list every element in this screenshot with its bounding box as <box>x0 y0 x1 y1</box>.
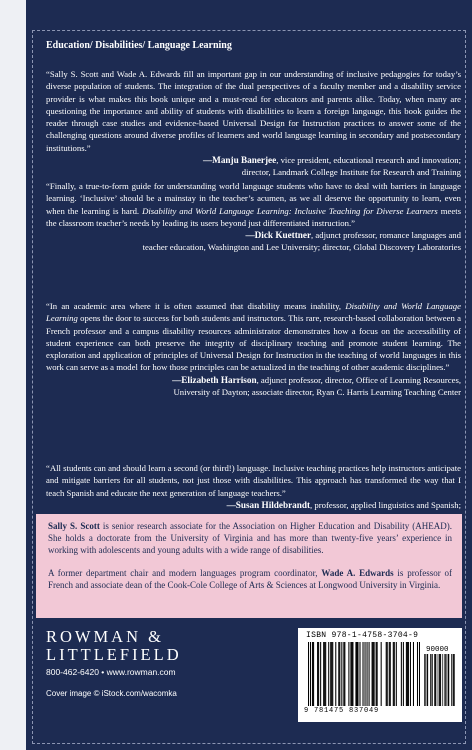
barcode-addon-bar <box>430 654 431 706</box>
quote-role: , adjunct professor, romance languages and <box>311 230 461 241</box>
barcode-bar <box>313 642 314 706</box>
barcode-bar <box>328 642 329 706</box>
barcode-bar <box>376 642 377 706</box>
publisher-logo-line2: LITTLEFIELD <box>46 645 182 664</box>
quote-text <box>46 300 461 374</box>
barcode-digits: 9 781475 837049 <box>304 707 380 715</box>
cover-credit: Cover image © iStock.com/wacomka <box>46 689 177 698</box>
barcode-bar <box>408 642 409 706</box>
barcode-addon-bar <box>444 654 445 706</box>
barcode-bar <box>308 642 309 706</box>
author-bio-box <box>36 514 462 618</box>
quote-text-part: “Finally, a true-to-form guide for understanding world language students who have to deal with barriers in language learning. ‘Inclusive’ should be a mainstay in the teacher’s acumen, as we all deserve the opportunity to learn, even when the learning is hard. <box>46 181 461 216</box>
barcode-bar <box>320 642 321 706</box>
barcode-bar <box>389 642 390 706</box>
barcode-addon-bar <box>432 654 433 706</box>
barcode-addon-bar <box>453 654 454 706</box>
quote-text-part: meets the classroom teacher’s needs by leading its users beyond just differentiated instruction.” <box>46 205 461 228</box>
barcode-addon-bar <box>440 654 441 706</box>
barcode-bar <box>374 642 375 706</box>
barcode-bar <box>339 642 340 706</box>
quote-author: —Dick Kuettner <box>245 230 312 241</box>
barcode-bar <box>318 642 319 706</box>
barcode-addon-bar <box>451 654 452 706</box>
barcode-bar <box>338 642 339 706</box>
barcode-bar <box>406 642 407 706</box>
barcode-bar <box>417 642 418 706</box>
dashed-border-bottom <box>32 743 466 744</box>
dashed-border-left <box>32 30 33 744</box>
barcode-bar <box>357 642 358 706</box>
barcode-bar <box>343 642 344 706</box>
author-name: Sally S. Scott <box>48 521 100 531</box>
isbn-text: ISBN 978-1-4758-3704-9 <box>306 631 419 640</box>
barcode-bar <box>310 642 311 706</box>
endorsement-3 <box>46 300 461 398</box>
dashed-border-top <box>32 30 466 31</box>
quote-text: “All students can and should learn a second (or third!) language. Inclusive teaching practices help instructors anticipate and mitigate barriers for all students, not just those with disabilities. This approach has transformed the way that I teach Spanish and educate the next generation of language teachers.” <box>46 463 461 498</box>
barcode-addon-bar <box>445 654 446 706</box>
barcode-bar <box>348 642 349 706</box>
quote-role: teacher education, Washington and Lee University; director, Global Discovery Laboratories <box>142 242 461 253</box>
quote-role: , vice president, educational research and innovation; <box>276 155 461 166</box>
barcode-addon-bar <box>434 654 435 706</box>
bio-text: A former department chair and modern languages program coordinator, <box>48 568 322 578</box>
quote-role: , professor, applied linguistics and Spanish; <box>310 499 461 510</box>
price-code: 90000 <box>426 646 449 654</box>
barcode-bar <box>332 642 333 706</box>
barcode-bar <box>381 642 382 706</box>
category-label: Education/ Disabilities/ Language Learning <box>46 40 232 51</box>
dashed-border-right <box>465 30 466 744</box>
barcode-addon-bar <box>425 654 426 706</box>
barcode-bar <box>413 642 414 706</box>
barcode-bar <box>401 642 402 706</box>
publisher-contact: 800-462-6420 • www.rowman.com <box>46 667 176 677</box>
barcode-bar <box>403 642 404 706</box>
barcode-bar <box>387 642 388 706</box>
barcode-bar <box>394 642 395 706</box>
barcode-addon-bar <box>427 654 428 706</box>
publisher-logo-line1: ROWMAN & <box>46 627 164 646</box>
barcode-bar <box>373 642 374 706</box>
quote-author: —Susan Hildebrandt <box>226 499 311 510</box>
quote-author: —Elizabeth Harrison <box>172 374 257 385</box>
barcode-addon-bar <box>424 654 425 706</box>
barcode-addon-bar <box>449 654 450 706</box>
barcode-addon-bar <box>446 654 447 706</box>
barcode-bar <box>341 642 342 706</box>
barcode-bar <box>393 642 394 706</box>
barcode-bar <box>350 642 351 706</box>
barcode-bar <box>351 642 352 706</box>
barcode-bar <box>372 642 373 706</box>
barcode-bar <box>396 642 397 706</box>
back-cover <box>26 0 472 750</box>
barcode-addon-bar <box>431 654 432 706</box>
barcode-addon-bar <box>435 654 436 706</box>
barcode-bar <box>335 642 336 706</box>
barcode-addon-bar <box>436 654 437 706</box>
bio-text: is senior research associate for the Association on Higher Education and Disability (AHEAD). She holds a doctorate from the University of Virginia and has more than twenty-five years’ experience in working with adolescents and young adults with a wide range of disabilities. <box>48 521 452 555</box>
quote-text-part: opens the door to success for both students and instructors. This rare, research-based collaboration between a French professor and a campus disability resources administrator demonstrates how a focus on the accessibility of student experience can both preserve the integrity of disciplinary teaching and promote student learning. The exploration and application of principles of Universal Design for Instruction in the teaching of world languages in this work can serve as a model for how those principles can be actualized in the teaching of other academic disciplines.” <box>46 313 461 373</box>
book-title-italic: Disability and World Language Learning: Inclusive Teaching for Diverse Learners <box>142 205 438 216</box>
barcode-bar <box>323 642 324 706</box>
barcode-addon-bar <box>440 654 441 706</box>
barcode-bar <box>317 642 318 706</box>
barcode-bar <box>330 642 331 706</box>
quote-author: —Manju Banerjee <box>202 155 277 166</box>
barcode-addon-bar <box>442 654 443 706</box>
barcode-bar <box>386 642 387 706</box>
quote-text: “Sally S. Scott and Wade A. Edwards fill an important gap in our understanding of inclusive pedagogies for today’s diverse population of students. The integration of the dual perspectives of a faculty member and a disability service provider is what makes this book unique and a must-read for educators and parents alike. Today, when many are questioning the importance and ability of students with disabilities to learn a foreign language, this book guides the reader through case studies and evidence-based Universal Design for Instruction practices to answer some of the challenging questions around diverse profiles of learners and world language learning in secondary and postsecondary institutions.” <box>46 69 461 153</box>
bio-edwards <box>48 567 452 591</box>
barcode-addon-bar <box>439 654 440 706</box>
barcode-addon <box>424 654 456 706</box>
barcode-bar <box>355 642 356 706</box>
barcode-addon-bar <box>454 654 455 706</box>
quote-attribution <box>46 154 461 179</box>
barcode-bar <box>367 642 368 706</box>
barcode-bar <box>369 642 370 706</box>
barcode-bar <box>407 642 408 706</box>
endorsement-2 <box>46 180 461 254</box>
barcode-bar <box>325 642 326 706</box>
barcode-addon-bar <box>427 654 428 706</box>
author-name: Wade A. Edwards <box>321 568 394 578</box>
endorsement-1 <box>46 68 461 179</box>
barcode-bar <box>410 642 411 706</box>
book-title-italic: Disability and World Language Learning <box>46 301 461 324</box>
barcode-bar <box>352 642 353 706</box>
barcode-addon-bar <box>448 654 449 706</box>
quote-text <box>46 180 461 229</box>
barcode-bar <box>324 642 325 706</box>
quote-role: director, Landmark College Institute for Research and Training <box>241 167 461 178</box>
barcode-box <box>298 628 462 722</box>
bio-text: is professor of French and associate dean of the Cook-Cole College of Arts & Sciences at Longwood University in Virginia. <box>48 568 452 590</box>
barcode-main <box>308 642 420 706</box>
barcode-bar <box>419 642 420 706</box>
bio-scott <box>48 520 452 556</box>
barcode-addon-bar <box>453 654 454 706</box>
barcode-bar <box>331 642 332 706</box>
quote-role: , adjunct professor, director, Office of Learning Resources, <box>256 374 461 385</box>
barcode-addon-bar <box>438 654 439 706</box>
quote-attribution <box>46 229 461 254</box>
barcode-bar <box>359 642 360 706</box>
publisher-logo <box>46 628 182 664</box>
barcode-bar <box>365 642 366 706</box>
quote-attribution <box>46 374 461 399</box>
barcode-bar <box>377 642 378 706</box>
barcode-bar <box>312 642 313 706</box>
barcode-bar <box>344 642 345 706</box>
barcode-bar <box>356 642 357 706</box>
quote-role: University of Dayton; associate director, Ryan C. Harris Learning Teaching Center <box>173 387 461 398</box>
quote-text-part: “In an academic area where it is often assumed that disability means inability, <box>46 301 346 311</box>
barcode-bar <box>390 642 391 706</box>
barcode-bar <box>362 642 363 706</box>
